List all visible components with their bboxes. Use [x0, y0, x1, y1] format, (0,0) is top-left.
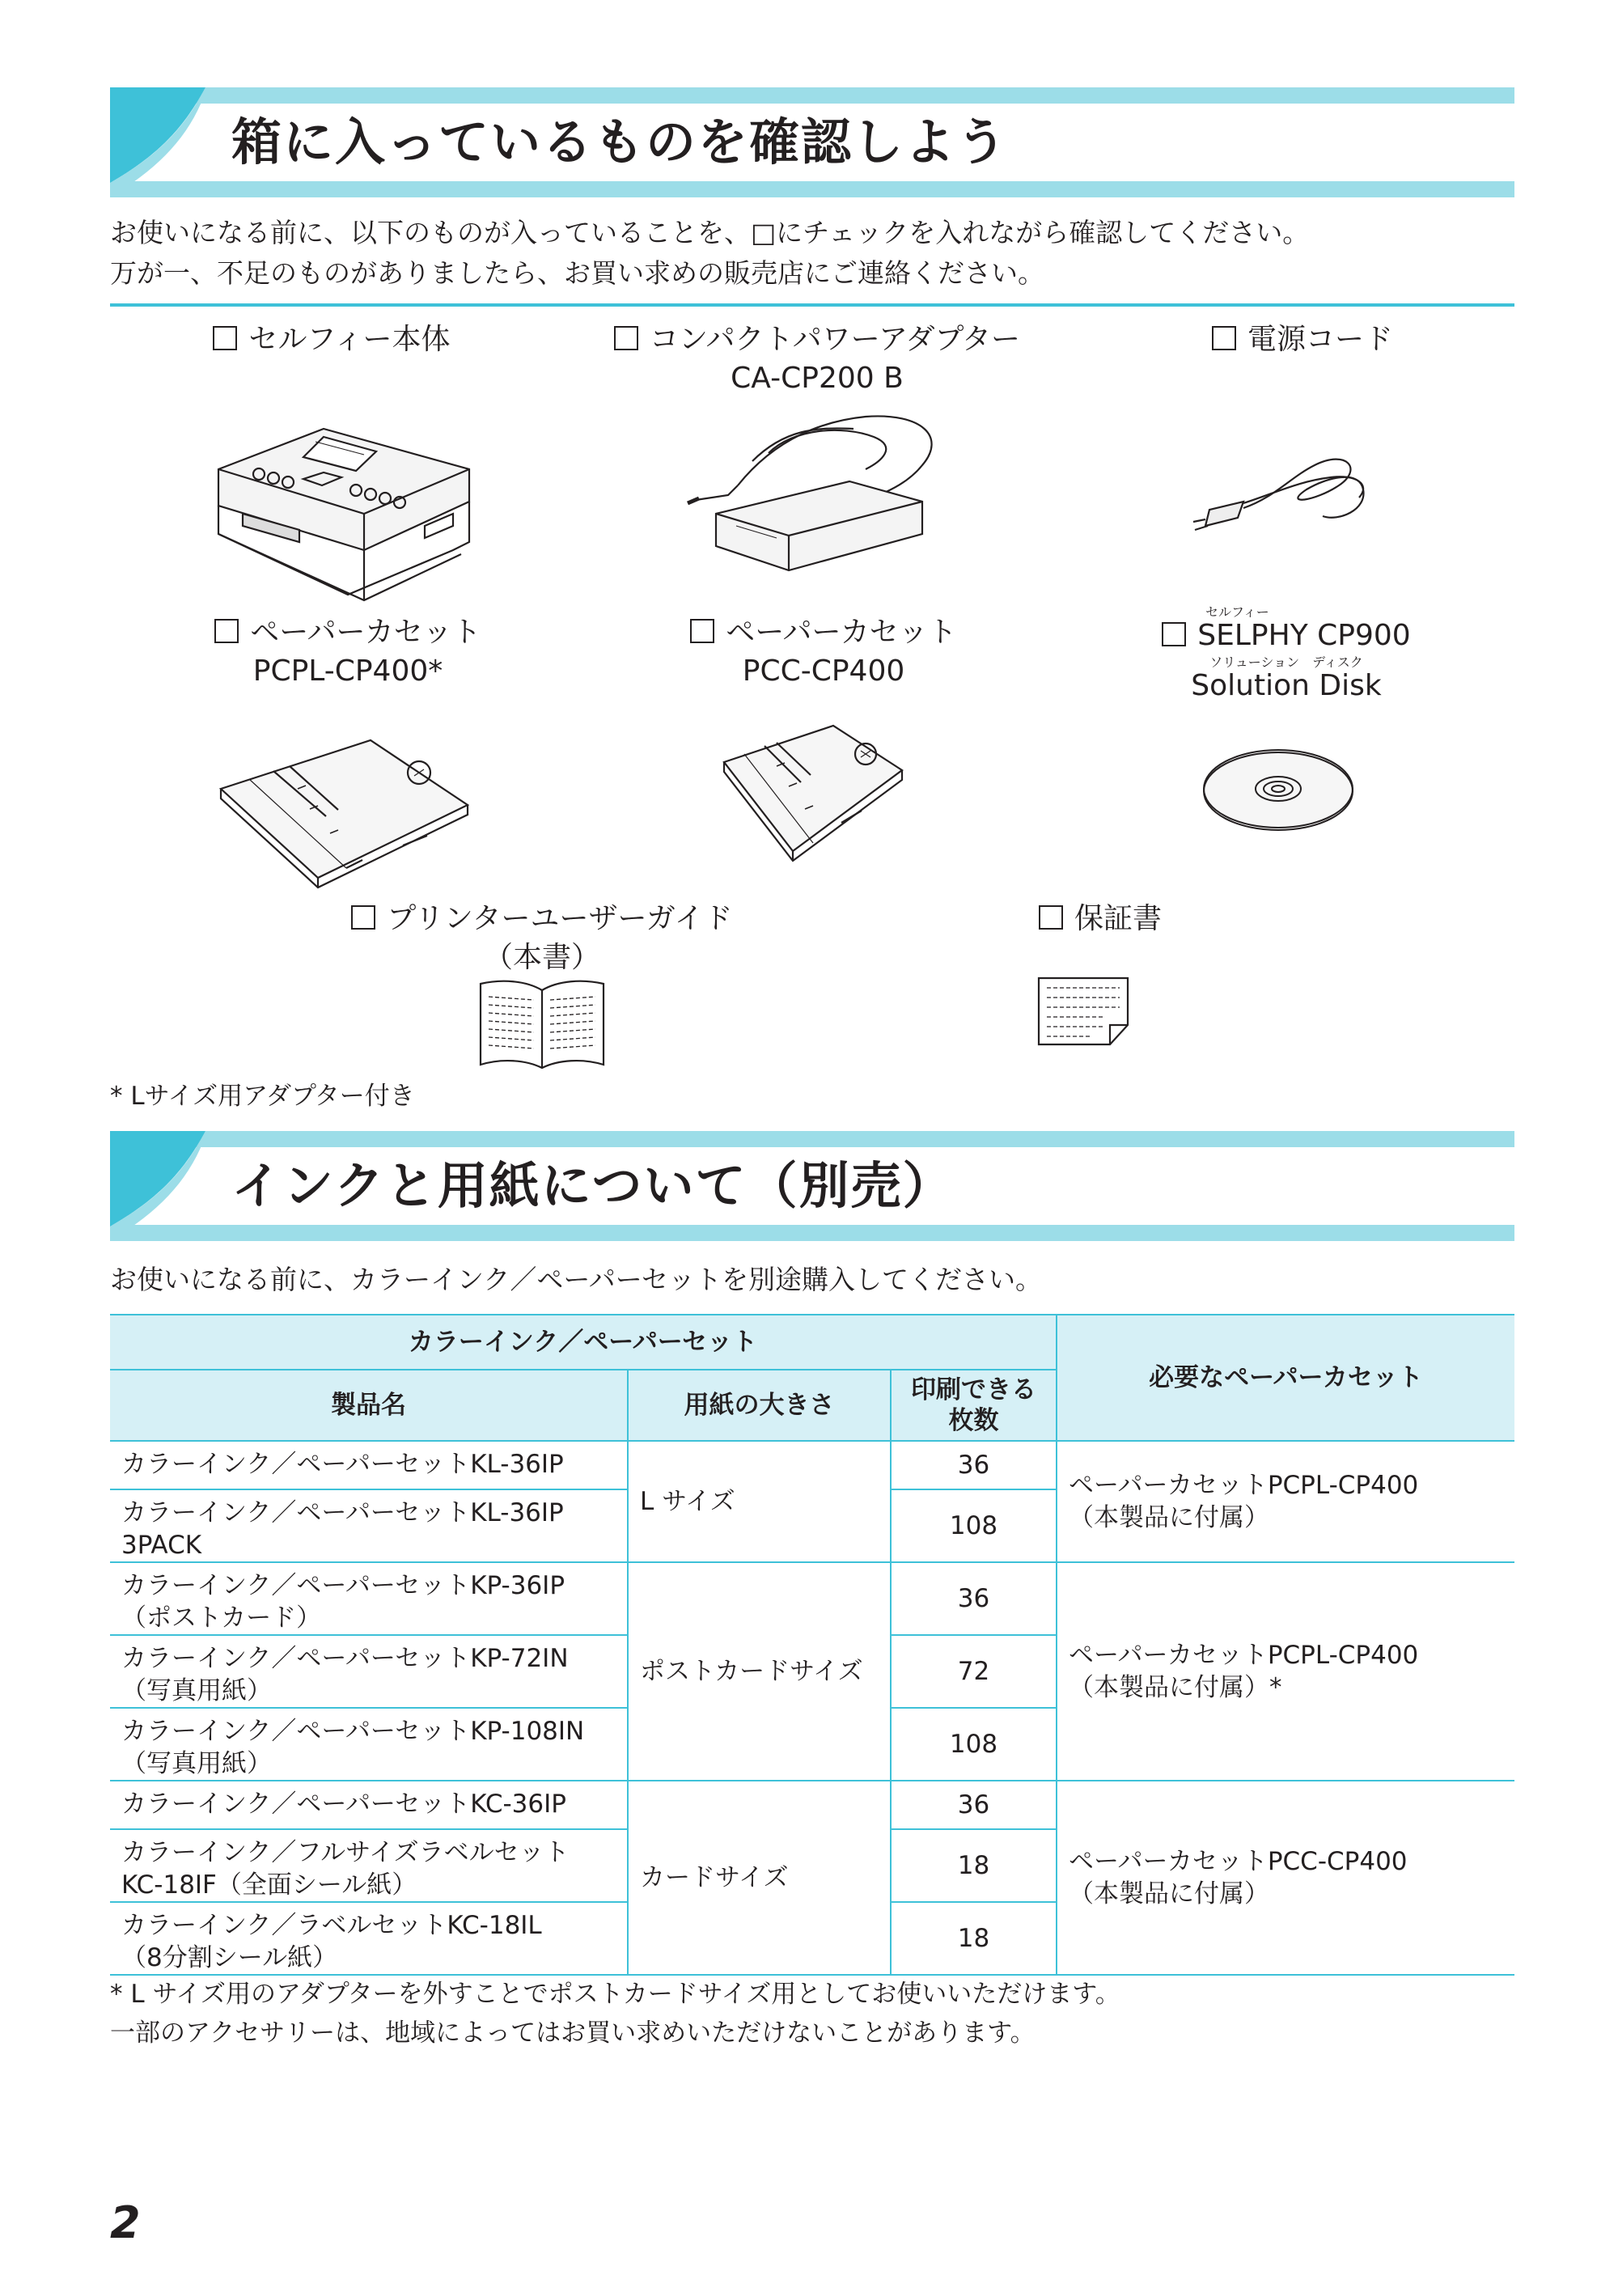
print-count: 108 [891, 1708, 1057, 1781]
print-count: 18 [891, 1902, 1057, 1975]
item-model: PCC-CP400 [742, 654, 905, 688]
footnote-region: 一部のアクセサリーは、地域によってはお買い求めいただけないことがあります。 [110, 2019, 1036, 2048]
cassette-line: ペーパーカセットPCPL-CP400 [1069, 1641, 1419, 1670]
item-label: SELPHY CP900 [1197, 619, 1411, 652]
ruby-solution-disk: ソリューション ディスク [1209, 654, 1363, 670]
product-name-line: カラーインク／ペーパーセットKP-72IN [121, 1644, 569, 1673]
item-label: プリンターユーザーガイド [387, 902, 733, 935]
product-name-line: カラーインク／ペーパーセットKP-108IN [121, 1717, 585, 1746]
table-row [110, 1562, 1514, 1635]
product-name-line: カラーインク／ラベルセットKC-18IL [121, 1911, 542, 1940]
book-illustration [477, 977, 607, 1070]
checkbox[interactable] [614, 326, 638, 350]
product-name [110, 1781, 628, 1829]
checkbox[interactable] [214, 619, 239, 643]
header-band-bottom [110, 181, 1514, 197]
checkbox[interactable] [351, 905, 375, 930]
checkbox[interactable] [1162, 622, 1186, 646]
section-header-ink-paper [110, 1131, 1514, 1241]
item-label: 電源コード [1247, 323, 1393, 356]
item-power-adapter [582, 320, 1052, 398]
checkbox[interactable] [1039, 905, 1063, 930]
product-name-line: カラーインク／ペーパーセットKC-36IP [121, 1790, 566, 1819]
footnote-adapter: * Lサイズ用アダプター付き [110, 1082, 415, 1111]
product-name-line: 3PACK [121, 1531, 202, 1560]
product-name-line: KC-18IF（全面シール紙） [121, 1870, 417, 1900]
required-cassette [1057, 1441, 1514, 1562]
cassette-line: （本製品に付属） [1069, 1879, 1269, 1908]
print-count: 108 [891, 1489, 1057, 1562]
section-title: 箱に入っているものを確認しよう [231, 112, 1009, 172]
section-corner-mark [110, 1131, 207, 1241]
item-label: セルフィー本体 [248, 323, 451, 356]
item-warranty [1019, 900, 1181, 938]
divider-rule [110, 303, 1514, 307]
product-name [110, 1829, 628, 1902]
ruby-selphy: セルフィー [1205, 604, 1269, 620]
header-band-top [110, 87, 1514, 104]
table-header-row [110, 1315, 1514, 1370]
print-count: 36 [891, 1781, 1057, 1829]
cd-illustration [1197, 744, 1359, 833]
table-row [110, 1441, 1514, 1489]
printer-illustration [202, 413, 485, 607]
cassette-line: ペーパーカセットPCC-CP400 [1069, 1847, 1408, 1876]
header-band-bottom [110, 1225, 1514, 1241]
item-label: ペーパーカセット [726, 616, 957, 649]
item-model: （本書） [483, 941, 600, 974]
ink-paper-table [110, 1314, 1514, 1976]
intro-ink: お使いになる前に、カラーインク／ペーパーセットを別途購入してください。 [110, 1264, 1043, 1295]
paper-size: ポストカードサイズ [628, 1562, 891, 1781]
print-count: 36 [891, 1562, 1057, 1635]
item-solution-disk [1116, 605, 1456, 702]
product-name [110, 1902, 628, 1975]
section-header-contents [110, 87, 1514, 197]
adapter-illustration [680, 405, 955, 591]
header-band-top [110, 1131, 1514, 1147]
checkbox[interactable] [690, 619, 714, 643]
product-name-line: （写真用紙） [121, 1749, 272, 1778]
table-row [110, 1781, 1514, 1829]
page-number: 2 [110, 2197, 141, 2248]
warranty-illustration [1036, 975, 1133, 1048]
cassette-small-illustration [720, 722, 914, 867]
product-name-line: （写真用紙） [121, 1676, 272, 1705]
product-name [110, 1562, 628, 1635]
product-name [110, 1441, 628, 1489]
group-header: カラーインク／ペーパーセット [110, 1315, 1057, 1370]
product-name-line: カラーインク／フルサイズラベルセット [121, 1838, 570, 1867]
cassette-line: （本製品に付属） [1069, 1503, 1269, 1532]
col-header-cassette: 必要なペーパーカセット [1057, 1315, 1514, 1441]
product-name-line: （8分割シール紙） [121, 1943, 338, 1972]
intro-line-2: 万が一、不足のものがありましたら、お買い求めの販売店にご連絡ください。 [110, 257, 1044, 289]
cassette-line: （本製品に付属）* [1069, 1673, 1282, 1702]
intro-line-1: お使いになる前に、以下のものが入っていることを、□にチェックを入れながら確認してください。 [110, 217, 1310, 248]
product-name-line: カラーインク／ペーパーセットKL-36IP [121, 1498, 564, 1527]
item-printer [202, 320, 461, 359]
item-cassette-pcpl [186, 613, 510, 691]
product-name [110, 1708, 628, 1781]
footnote-postcard: * L サイズ用のアダプターを外すことでポストカードサイズ用としてお使いいただけます。 [110, 1980, 1120, 2009]
item-power-cord [1173, 320, 1432, 359]
product-name-line: カラーインク／ペーパーセットKL-36IP [121, 1450, 564, 1479]
required-cassette [1057, 1562, 1514, 1781]
col-header-count [891, 1370, 1057, 1441]
product-name [110, 1635, 628, 1708]
item-model: Solution Disk [1191, 669, 1382, 702]
item-user-guide [348, 900, 736, 977]
checkbox[interactable] [213, 326, 237, 350]
product-name [110, 1489, 628, 1562]
required-cassette [1057, 1781, 1514, 1975]
col-header-size: 用紙の大きさ [628, 1370, 891, 1441]
paper-size: L サイズ [628, 1441, 891, 1562]
cassette-line: ペーパーカセットPCPL-CP400 [1069, 1471, 1419, 1500]
item-label: 保証書 [1074, 902, 1162, 935]
item-cassette-pcc [662, 613, 985, 691]
item-model: PCPL-CP400* [252, 654, 443, 688]
power-cord-illustration [1185, 445, 1379, 550]
print-count: 18 [891, 1829, 1057, 1902]
checkbox[interactable] [1212, 326, 1236, 350]
print-count: 72 [891, 1635, 1057, 1708]
col-header-count-text: 印刷できる枚数 [911, 1375, 1036, 1435]
item-label: ペーパーカセット [250, 616, 481, 649]
product-name-line: （ポストカード） [121, 1603, 322, 1633]
cassette-large-illustration [217, 732, 484, 894]
paper-size: カードサイズ [628, 1781, 891, 1975]
item-label: コンパクトパワーアダプター [650, 323, 1020, 356]
section-corner-mark [110, 87, 207, 197]
print-count: 36 [891, 1441, 1057, 1489]
section-title: インクと用紙について（別売） [231, 1156, 955, 1215]
col-header-name: 製品名 [110, 1370, 628, 1441]
item-model: CA-CP200 B [731, 362, 904, 395]
product-name-line: カラーインク／ペーパーセットKP-36IP [121, 1571, 565, 1600]
